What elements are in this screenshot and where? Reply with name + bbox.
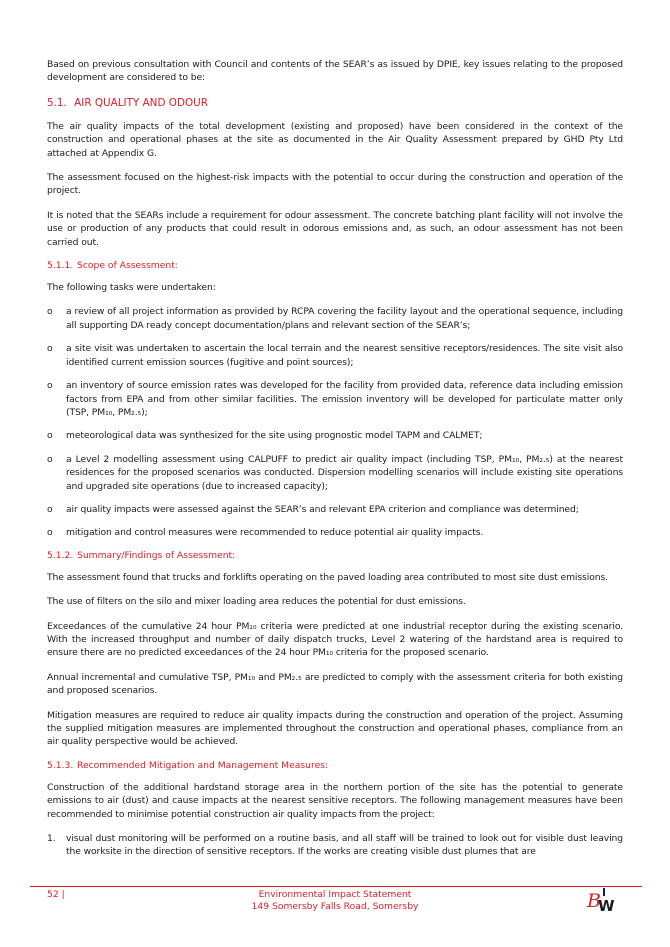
- list-item: [47, 453, 623, 493]
- task-list: [47, 305, 623, 539]
- svg-text:W: W: [598, 897, 615, 915]
- bullet-marker: o: [47, 430, 53, 442]
- findings-paragraph: Mitigation measures are required to reduce air quality impacts during the construction and operation of the project. Assuming the supplied mitigation measures are implemented throughout the construction and operational phases, compliance from an air quality perspective would be achieved.: [47, 709, 623, 748]
- subsection-heading-scope: [47, 260, 623, 271]
- subsection-title: Summary/Findings of Assessment:: [77, 549, 236, 561]
- list-item: [47, 503, 623, 516]
- list-item: [47, 429, 623, 442]
- bullet-marker: o: [47, 527, 53, 539]
- item-number: 1.: [47, 833, 56, 845]
- bullet-marker: o: [47, 306, 53, 318]
- footer-line-1: Environmental Impact Statement: [258, 889, 412, 900]
- bullet-marker: o: [47, 380, 53, 392]
- mitigation-paragraph: Construction of the additional hardstand storage area in the northern portion of the site has the potential to generate emissions to air (dust) and cause impacts at the nearest sensitive receptors. The following management measures have been recommended to minimise potential construction air quality impacts from the project:: [47, 781, 623, 820]
- intro-paragraph: Based on previous consultation with Council and contents of the SEAR’s as issued by DPIE, key issues relating to the proposed development are considered to be:: [47, 59, 623, 84]
- list-item-text: air quality impacts were assessed against the SEAR’s and relevant EPA criterion and compliance was determined;: [66, 503, 579, 515]
- section-paragraph: It is noted that the SEARs include a requirement for odour assessment. The concrete batching plant facility will not involve the use or production of any products that could result in odorous emissions and, as such, an odour assessment has not been carried out.: [47, 209, 623, 248]
- list-item-text: meteorological data was synthesized for the site using prognostic model TAPM and CALMET;: [66, 430, 483, 442]
- list-item-text: mitigation and control measures were recommended to reduce potential air quality impacts.: [66, 527, 484, 539]
- section-paragraph: The air quality impacts of the total development (existing and proposed) have been considered in the context of the construction and operational phases at the site as documented in the Air Quality Assessment prepared by GHD Pty Ltd attached at Appendix G.: [47, 120, 623, 159]
- subsection-title: Scope of Assessment:: [77, 260, 178, 272]
- list-item: [47, 526, 623, 539]
- subsection-number: 5.1.3.: [47, 759, 74, 771]
- section-number: 5.1.: [47, 96, 67, 109]
- company-logo-icon: [586, 887, 616, 915]
- list-item: [47, 832, 623, 859]
- list-item: [47, 342, 623, 369]
- scope-lead: The following tasks were undertaken:: [47, 282, 216, 294]
- subsection-heading-findings: [47, 550, 623, 561]
- bullet-marker: o: [47, 343, 53, 355]
- footer-divider: [30, 886, 642, 887]
- page-number: 52 |: [47, 889, 65, 900]
- list-item-text: visual dust monitoring will be performed on a routine basis, and all staff will be trained to look out for visible dust leaving the worksite in the direction of sensitive receptors. If the works are creating visible dust plumes that are: [66, 833, 623, 858]
- list-item: [47, 379, 623, 419]
- measures-list: [47, 832, 623, 859]
- findings-paragraph: The use of filters on the silo and mixer loading area reduces the potential for dust emissions.: [47, 596, 466, 608]
- section-paragraph: The assessment focused on the highest-risk impacts with the potential to occur during the construction and operation of the project.: [47, 172, 623, 197]
- section-heading: [47, 97, 623, 109]
- section-title: AIR QUALITY AND ODOUR: [74, 96, 208, 109]
- subsection-title: Recommended Mitigation and Management Measures:: [77, 759, 329, 771]
- footer-line-2: 149 Somersby Falls Road, Somersby: [251, 900, 419, 912]
- bullet-marker: o: [47, 453, 53, 465]
- document-body: [47, 58, 623, 859]
- list-item-text: a site visit was undertaken to ascertain the local terrain and the nearest sensitive receptors/residences. The site visit also identified current emission sources (fugitive and point sources);: [66, 343, 623, 368]
- findings-paragraph: Exceedances of the cumulative 24 hour PM₁₀ criteria were predicted at one industrial receptor during the existing scenario. With the increased throughput and number of daily dispatch trucks, Level 2 watering of the hardstand area is required to ensure there are no predicted exceedances of the 24 hour PM₁₀ criteria for the proposed scenario.: [47, 620, 623, 659]
- subsection-number: 5.1.2.: [47, 549, 74, 561]
- list-item: [47, 305, 623, 332]
- list-item-text: an inventory of source emission rates was developed for the facility from provided data, reference data including emission factors from EPA and from other similar facilities. The emission inventory will be developed for particulate matter only (TSP, PM₁₀, PM₂.₅);: [66, 380, 623, 418]
- list-item-text: a review of all project information as provided by RCPA covering the facility layout and the operational sequence, including all supporting DA ready concept documentation/plans and relevant section of the SEAR’s;: [66, 306, 623, 331]
- footer-title: [160, 889, 510, 912]
- list-item-text: a Level 2 modelling assessment using CALPUFF to predict air quality impact (including TSP, PM₁₀, PM₂.₅) at the nearest residences for the proposed scenarios was conducted. Dispersion modelling scenarios will include existing site operations and upgraded site operations (due to increased capacity);: [66, 453, 623, 492]
- subsection-heading-mitigation: [47, 760, 623, 771]
- findings-paragraph: Annual incremental and cumulative TSP, PM₁₀ and PM₂.₅ are predicted to comply with the assessment criteria for both existing and proposed scenarios.: [47, 671, 623, 697]
- bullet-marker: o: [47, 503, 53, 515]
- svg-text:B: B: [587, 890, 601, 912]
- findings-paragraph: The assessment found that trucks and forklifts operating on the paved loading area contributed to most site dust emissions.: [47, 571, 608, 583]
- subsection-number: 5.1.1.: [47, 260, 74, 272]
